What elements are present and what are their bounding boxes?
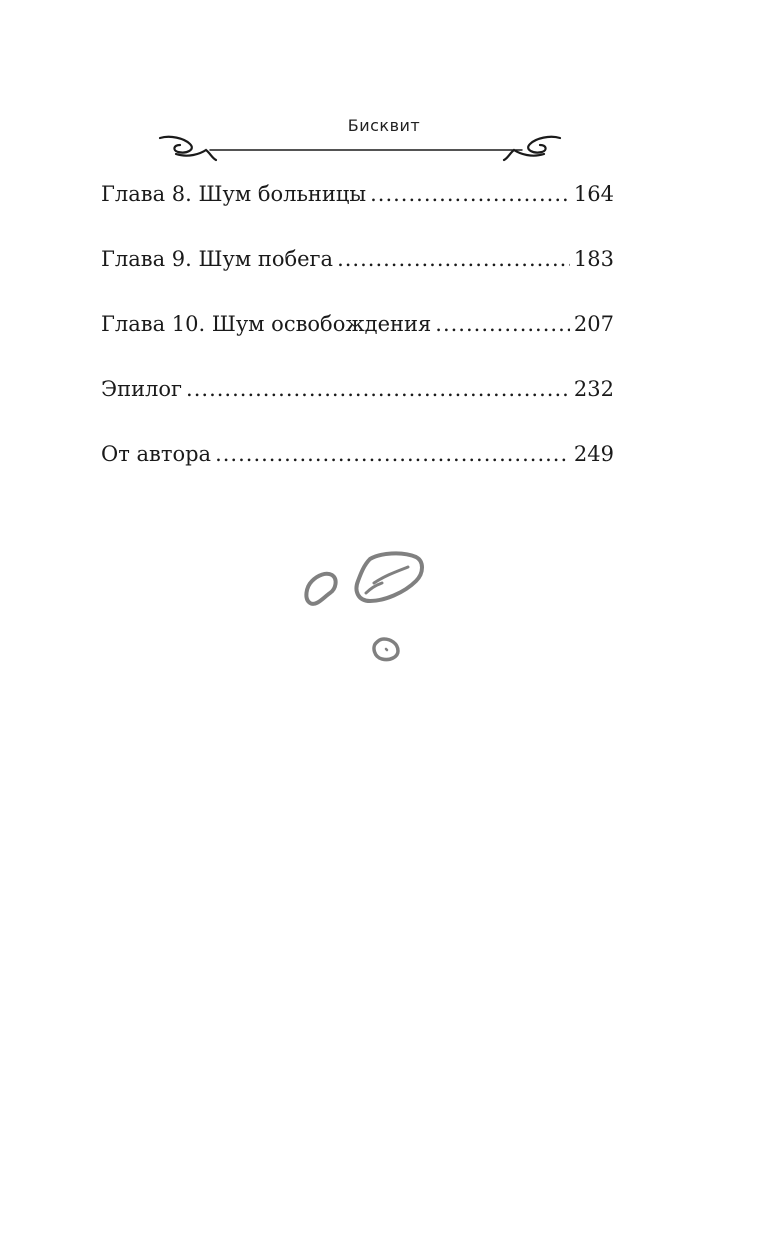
toc-entry-page: 249 (573, 442, 614, 466)
dot-leader (370, 176, 570, 212)
dot-leader (435, 306, 570, 342)
flourish-divider-icon (150, 132, 570, 168)
toc-entry-title: От автора (101, 442, 212, 466)
dot-leader (337, 241, 570, 277)
pebbles-sketch-icon (298, 545, 434, 670)
toc-entry-title: Глава 8. Шум больницы (101, 182, 367, 206)
toc-entry-page: 232 (573, 377, 614, 401)
toc-entry-page: 164 (573, 182, 614, 206)
dot-leader (186, 371, 570, 407)
toc-entry-title: Глава 9. Шум побега (101, 247, 334, 271)
running-title: Бисквит (347, 116, 421, 135)
toc-entry-chapter-8[interactable] (101, 176, 614, 241)
toc-entry-epilogue[interactable] (101, 371, 614, 436)
toc-entry-title: Глава 10. Шум освобождения (101, 312, 432, 336)
table-of-contents (101, 176, 614, 501)
toc-entry-page: 183 (573, 247, 614, 271)
toc-entry-afterword[interactable] (101, 436, 614, 501)
toc-entry-chapter-9[interactable] (101, 241, 614, 306)
toc-entry-chapter-10[interactable] (101, 306, 614, 371)
toc-entry-title: Эпилог (101, 377, 183, 401)
toc-entry-page: 207 (573, 312, 614, 336)
dot-leader (215, 436, 570, 472)
